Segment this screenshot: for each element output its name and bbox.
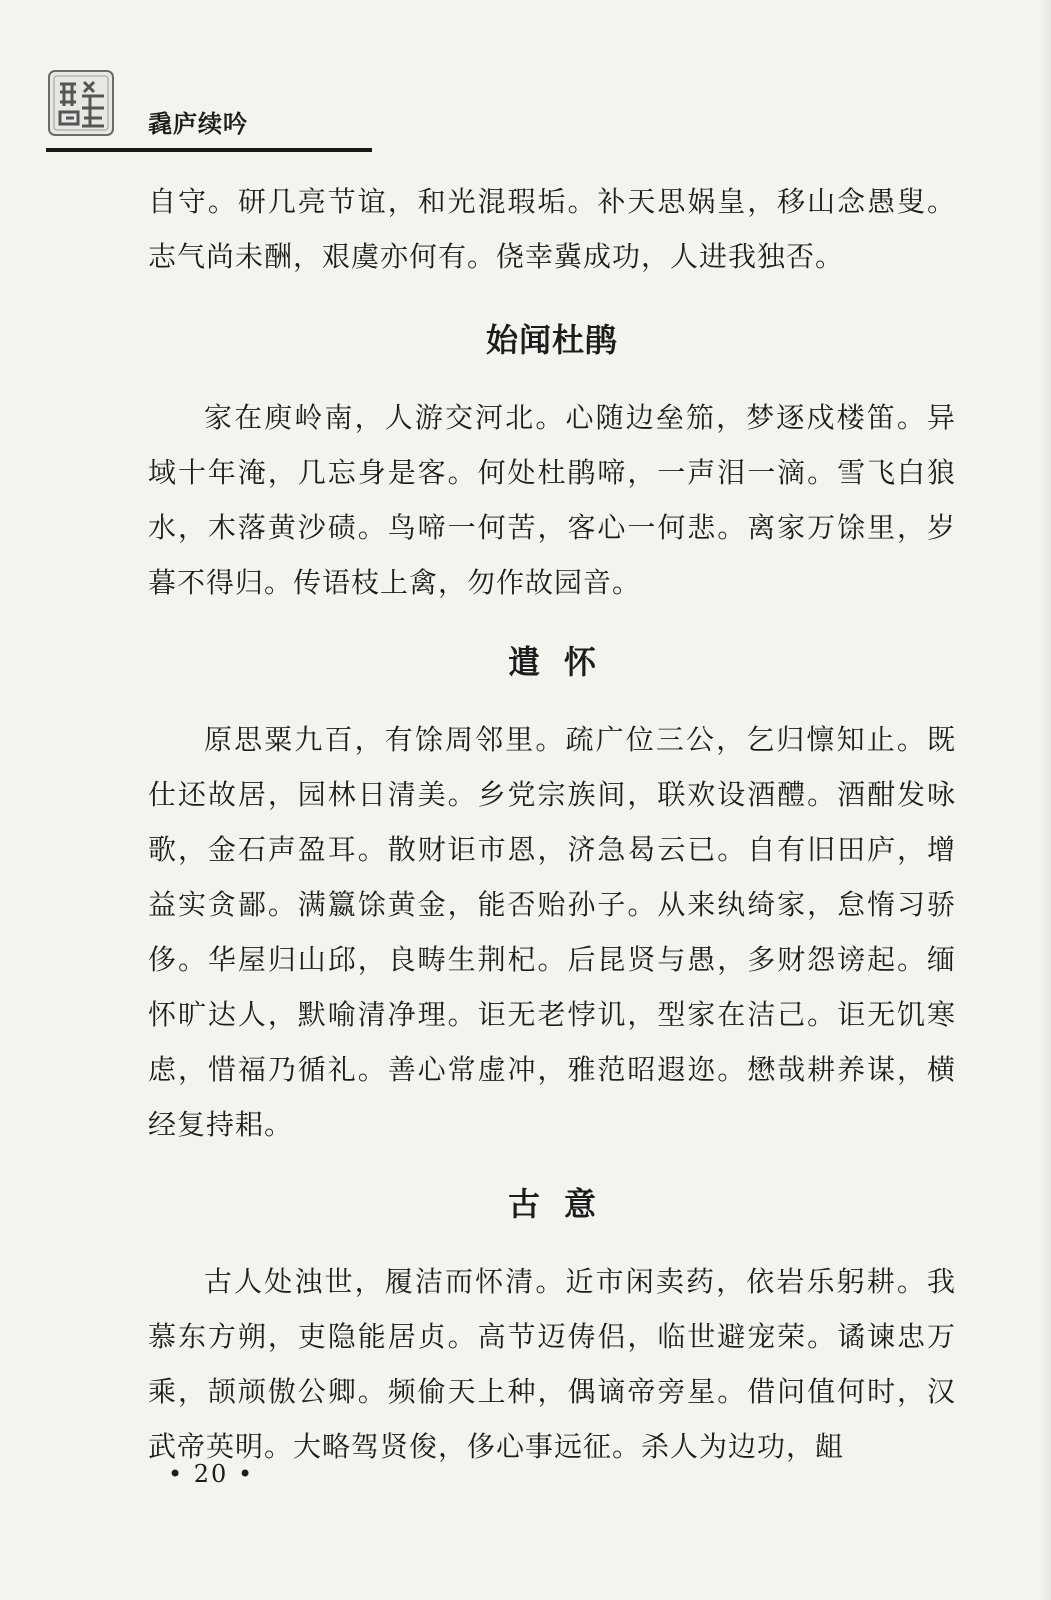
running-header-title: 毳庐续吟 <box>148 110 248 138</box>
page-edge-shadow <box>1039 0 1051 1600</box>
poem-title: 遣怀 <box>507 643 620 681</box>
seal-logo-icon <box>46 68 116 138</box>
header-rule <box>46 148 372 152</box>
page-body <box>148 174 956 1474</box>
poem-title: 古意 <box>507 1185 620 1223</box>
continued-paragraph: 自守。研几亮节谊，和光混瑕垢。补天思娲皇，移山念愚叟。志气尚未酬，艰虞亦何有。侥幸冀成功，人进我独否。 <box>148 185 956 273</box>
page-number: • 20 • <box>168 1460 255 1488</box>
poem-title: 始闻杜鹃 <box>485 321 618 359</box>
poem-text: 原思粟九百，有馀周邻里。疏广位三公，乞归懔知止。既仕还故居，园林日清美。乡党宗族间，联欢设酒醴。酒酣发咏歌，金石声盈耳。散财讵市恩，济急曷云已。自有旧田庐，增益实贪鄙。满籝馀黄金，能否贻孙子。从来纨绮家，怠惰习骄侈。华屋归山邱，良畴生荆杞。后昆贤与愚，多财怨谤起。缅怀旷达人，默喻清净理。讵无老悖讥，型家在洁己。讵无饥寒虑，惜福乃循礼。善心常虚冲，雅范昭遐迩。懋哉耕养谋，横经复持耜。 <box>148 723 956 1141</box>
poem-text: 家在庾岭南，人游交河北。心随边垒笳，梦逐戍楼笛。异域十年淹，几忘身是客。何处杜鹃啼，一声泪一滴。雪飞白狼水，木落黄沙碛。鸟啼一何苦，客心一何悲。离家万馀里，岁暮不得归。传语枝上禽，勿作故园音。 <box>148 401 956 599</box>
poem-text: 古人处浊世，履洁而怀清。近市闲卖药，依岩乐躬耕。我慕东方朔，吏隐能居贞。高节迈俦侣，临世避宠荣。谲谏忠万乘，颉颃傲公卿。频偷天上种，偶谪帝旁星。借问值何时，汉武帝英明。大略驾贤俊，侈心事远征。杀人为边功，龃 <box>148 1265 956 1463</box>
